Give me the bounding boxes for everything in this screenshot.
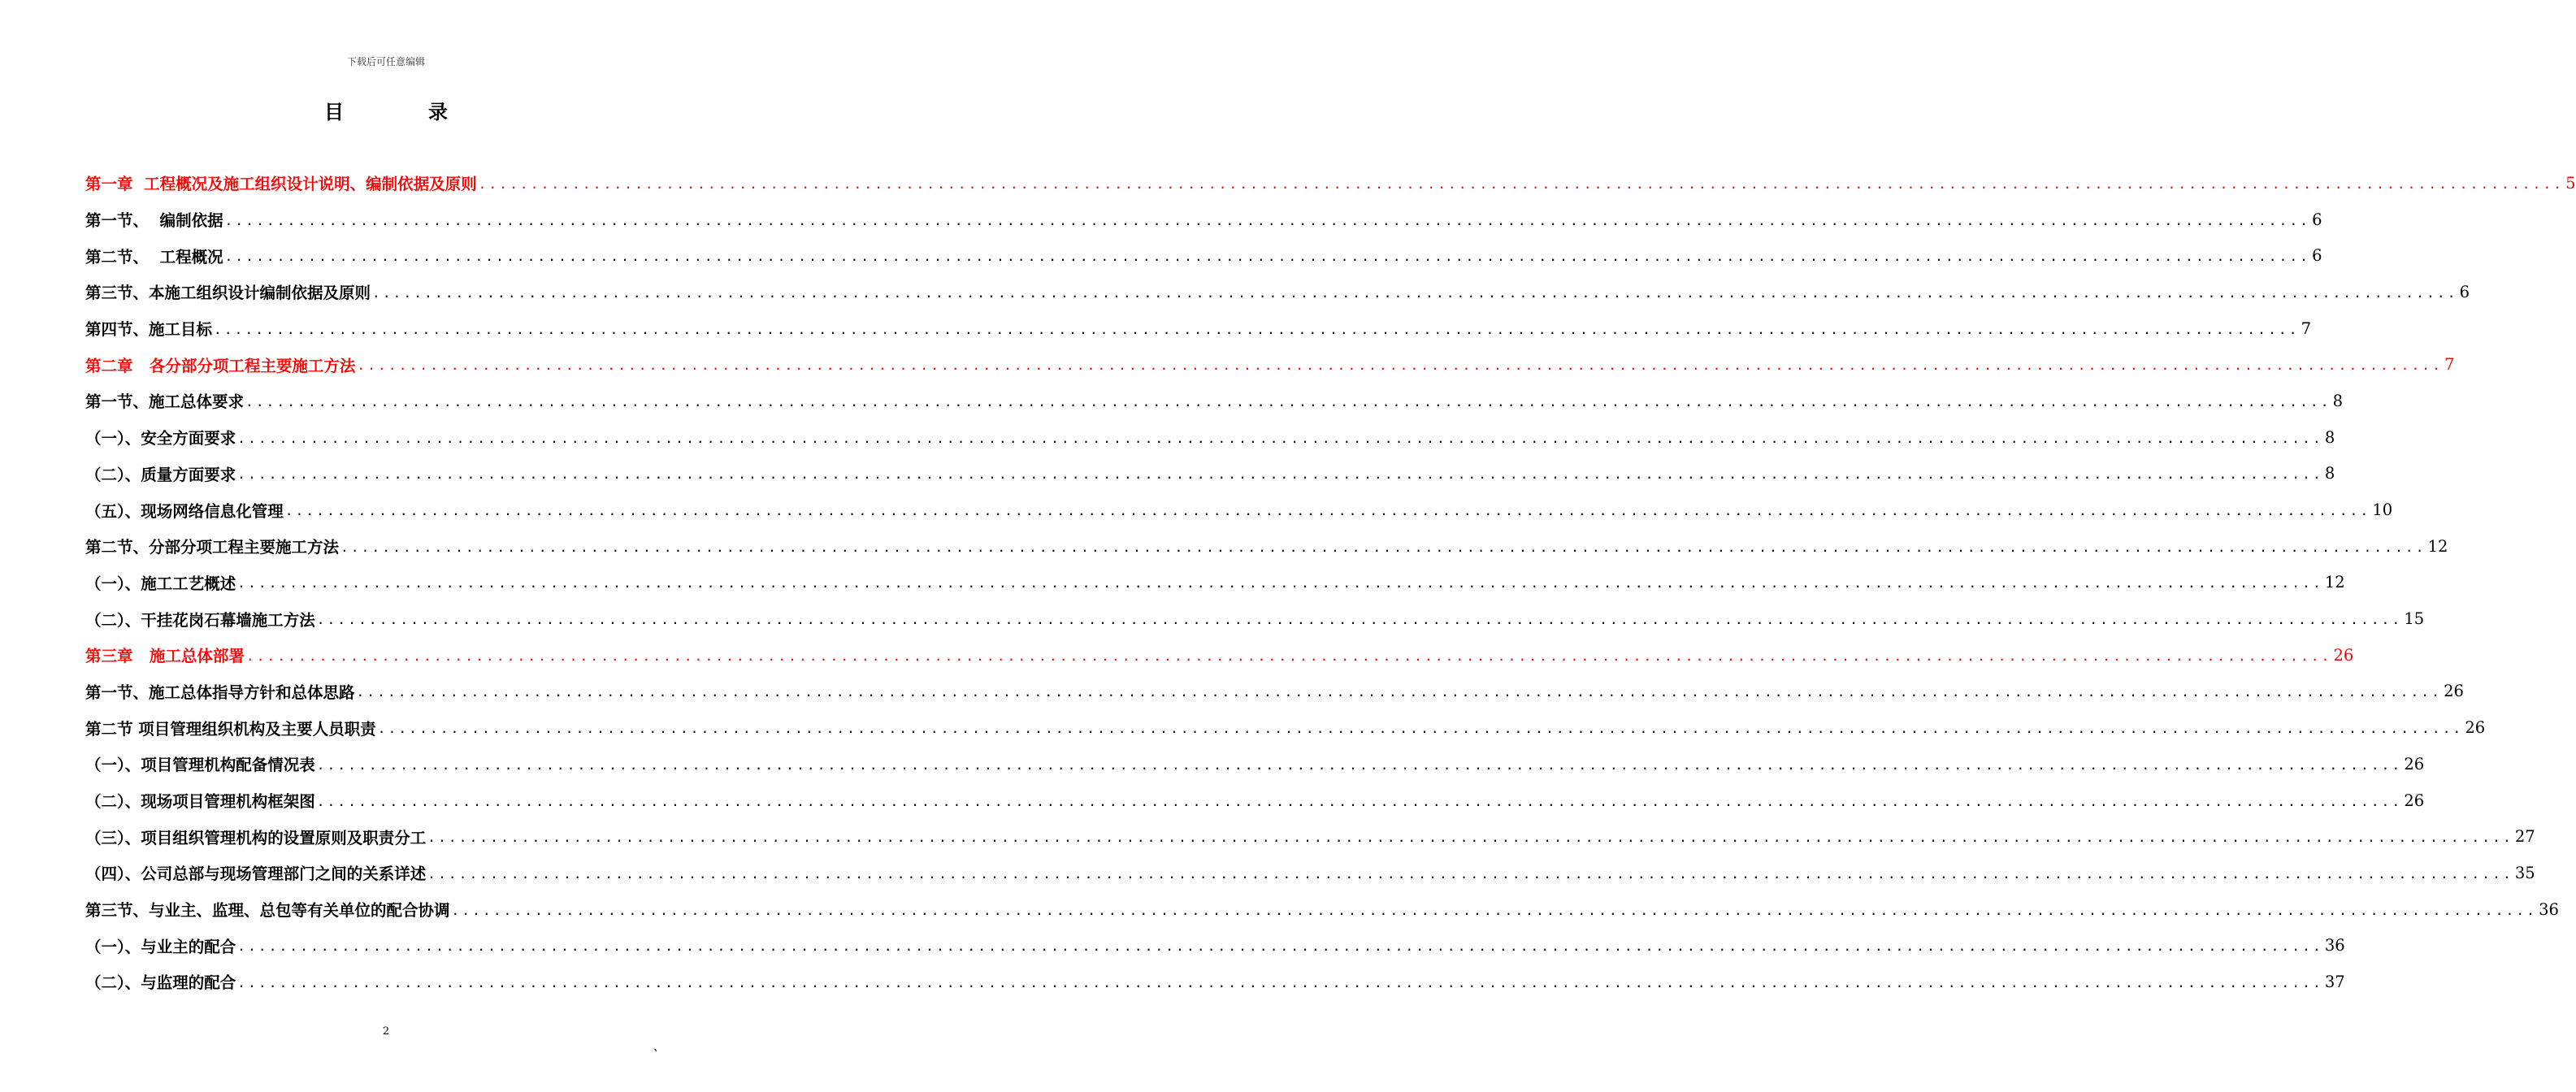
toc-entry-label: （一）、项目管理机构配备情况表 <box>85 756 315 775</box>
toc-leader-dots: ........................................................................................................................................................................................................ <box>214 321 2300 337</box>
toc-entry-page: 8 <box>2324 427 2335 447</box>
toc-leader-dots: ........................................................................................................................................................................................................ <box>451 902 2538 918</box>
toc-leader-dots: ........................................................................................................................................................................................................ <box>316 612 2403 628</box>
toc-leader-dots: ........................................................................................................................................................................................................ <box>377 721 2464 737</box>
toc-leader-dots: ........................................................................................................................................................................................................ <box>478 176 2565 192</box>
toc-leader-dots: ........................................................................................................................................................................................................ <box>316 756 2403 773</box>
toc-entry-label: （一）、与业主的配合 <box>85 937 236 956</box>
corner-mark: 、 <box>653 1041 665 1054</box>
toc-entry[interactable] <box>85 456 2335 492</box>
toc-entry[interactable] <box>85 492 2393 528</box>
toc-entry-label: 第四节、施工目标 <box>85 320 213 340</box>
toc-leader-dots: ........................................................................................................................................................................................................ <box>237 575 2323 592</box>
toc-title-char-2: 录 <box>428 101 448 124</box>
toc-entry-page: 26 <box>2404 791 2425 810</box>
toc-entry-page: 8 <box>2324 464 2335 483</box>
toc-entry-label: 第一章 工程概况及施工组织设计说明、编制依据及原则 <box>85 175 477 194</box>
toc-leader-dots: ........................................................................................................................................................................................................ <box>372 284 2458 301</box>
toc-entry-label: （二）、干挂花岗石幕墙施工方法 <box>85 610 315 630</box>
toc-entry[interactable] <box>85 419 2335 456</box>
toc-entry-page: 26 <box>2465 718 2486 738</box>
toc-entry[interactable] <box>85 709 2486 746</box>
toc-entry-label: （二）、质量方面要求 <box>85 465 236 484</box>
toc-entry-page: 36 <box>2539 899 2559 919</box>
toc-entry-page: 12 <box>2427 536 2448 556</box>
toc-entry-page: 27 <box>2514 827 2535 847</box>
toc-entry-label: （一）、安全方面要求 <box>85 429 236 448</box>
toc-leader-dots: ........................................................................................................................................................................................................ <box>357 358 2443 374</box>
toc-leader-dots: ........................................................................................................................................................................................................ <box>237 938 2323 955</box>
toc-entry[interactable] <box>85 855 2535 891</box>
toc-entry[interactable] <box>85 383 2343 419</box>
toc-leader-dots: ........................................................................................................................................................................................................ <box>237 974 2323 990</box>
toc-entry[interactable] <box>85 818 2535 855</box>
toc-entry-label: 第二节、 工程概况 <box>85 247 223 266</box>
toc-entry-label: 第二节 项目管理组织机构及主要人员职责 <box>85 719 376 739</box>
toc-entry-label: （二）、现场项目管理机构框架图 <box>85 792 315 812</box>
toc-entry-page: 15 <box>2404 609 2425 629</box>
toc-entry-label: 第一节、施工总体指导方针和总体思路 <box>85 682 355 702</box>
toc-entry[interactable] <box>85 310 2311 347</box>
toc-entry[interactable] <box>85 202 2322 238</box>
toc-entry-label: 第一节、 编制依据 <box>85 211 223 231</box>
toc-entry-page: 5 <box>2565 173 2576 193</box>
toc-entry[interactable] <box>85 237 2322 274</box>
toc-entry-label: 第三章 施工总体部署 <box>85 647 245 666</box>
table-of-contents <box>85 165 2576 1000</box>
toc-entry-label: 第一节、施工总体要求 <box>85 392 245 412</box>
toc-title <box>0 96 772 124</box>
toc-entry-label: 第三节、本施工组织设计编制依据及原则 <box>85 284 371 303</box>
header-note: 下载后可任意编辑 <box>346 56 425 67</box>
toc-entry[interactable] <box>85 600 2425 637</box>
toc-leader-dots: ........................................................................................................................................................................................................ <box>356 684 2443 700</box>
toc-entry-page: 10 <box>2372 500 2393 520</box>
toc-entry[interactable] <box>85 782 2425 819</box>
toc-entry[interactable] <box>85 346 2455 383</box>
toc-entry-page: 35 <box>2514 863 2535 882</box>
toc-entry-label: （三）、项目组织管理机构的设置原则及职责分工 <box>85 828 427 847</box>
toc-leader-dots: ........................................................................................................................................................................................................ <box>224 249 2311 265</box>
toc-entry-page: 6 <box>2459 282 2470 301</box>
toc-entry[interactable] <box>85 964 2345 1000</box>
toc-entry-page: 6 <box>2312 210 2322 229</box>
toc-leader-dots: ........................................................................................................................................................................................................ <box>224 212 2311 228</box>
toc-leader-dots: ........................................................................................................................................................................................................ <box>237 430 2323 446</box>
toc-entry-page: 37 <box>2324 972 2345 991</box>
toc-entry[interactable] <box>85 674 2464 710</box>
toc-leader-dots: ........................................................................................................................................................................................................ <box>427 830 2513 846</box>
toc-entry-label: （二）、与监理的配合 <box>85 973 236 993</box>
toc-entry[interactable] <box>85 891 2559 928</box>
toc-entry[interactable] <box>85 165 2576 202</box>
toc-entry[interactable] <box>85 927 2345 964</box>
toc-entry[interactable] <box>85 528 2448 565</box>
toc-entry-label: （一）、施工工艺概述 <box>85 574 236 593</box>
toc-entry[interactable] <box>85 746 2425 782</box>
toc-entry-label: 第二章 各分部分项工程主要施工方法 <box>85 356 356 375</box>
toc-leader-dots: ........................................................................................................................................................................................................ <box>284 503 2371 519</box>
toc-leader-dots: ........................................................................................................................................................................................................ <box>237 466 2323 483</box>
toc-leader-dots: ........................................................................................................................................................................................................ <box>245 393 2331 410</box>
toc-entry-label: 第二节、分部分项工程主要施工方法 <box>85 538 340 557</box>
toc-leader-dots: ........................................................................................................................................................................................................ <box>316 793 2403 809</box>
toc-entry[interactable] <box>85 637 2354 674</box>
toc-entry-page: 7 <box>2444 355 2455 375</box>
toc-entry-page: 7 <box>2301 318 2311 338</box>
toc-entry-page: 26 <box>2444 682 2464 701</box>
toc-leader-dots: ........................................................................................................................................................................................................ <box>340 539 2426 555</box>
toc-entry-page: 12 <box>2324 573 2345 592</box>
toc-title-char-1: 目 <box>324 101 344 124</box>
toc-entry-label: （五）、现场网络信息化管理 <box>85 501 284 521</box>
toc-entry-page: 6 <box>2312 246 2322 266</box>
toc-entry-page: 26 <box>2404 754 2425 774</box>
toc-entry-page: 26 <box>2333 645 2354 665</box>
toc-entry-page: 8 <box>2332 391 2343 410</box>
toc-leader-dots: ........................................................................................................................................................................................................ <box>245 648 2332 664</box>
page-number: 2 <box>382 1025 390 1038</box>
toc-entry[interactable] <box>85 565 2345 601</box>
toc-entry[interactable] <box>85 274 2470 310</box>
toc-leader-dots: ........................................................................................................................................................................................................ <box>427 865 2513 882</box>
toc-entry-page: 36 <box>2324 936 2345 956</box>
toc-entry-label: 第三节、与业主、监理、总包等有关单位的配合协调 <box>85 901 450 921</box>
toc-entry-label: （四）、公司总部与现场管理部门之间的关系详述 <box>85 864 427 884</box>
